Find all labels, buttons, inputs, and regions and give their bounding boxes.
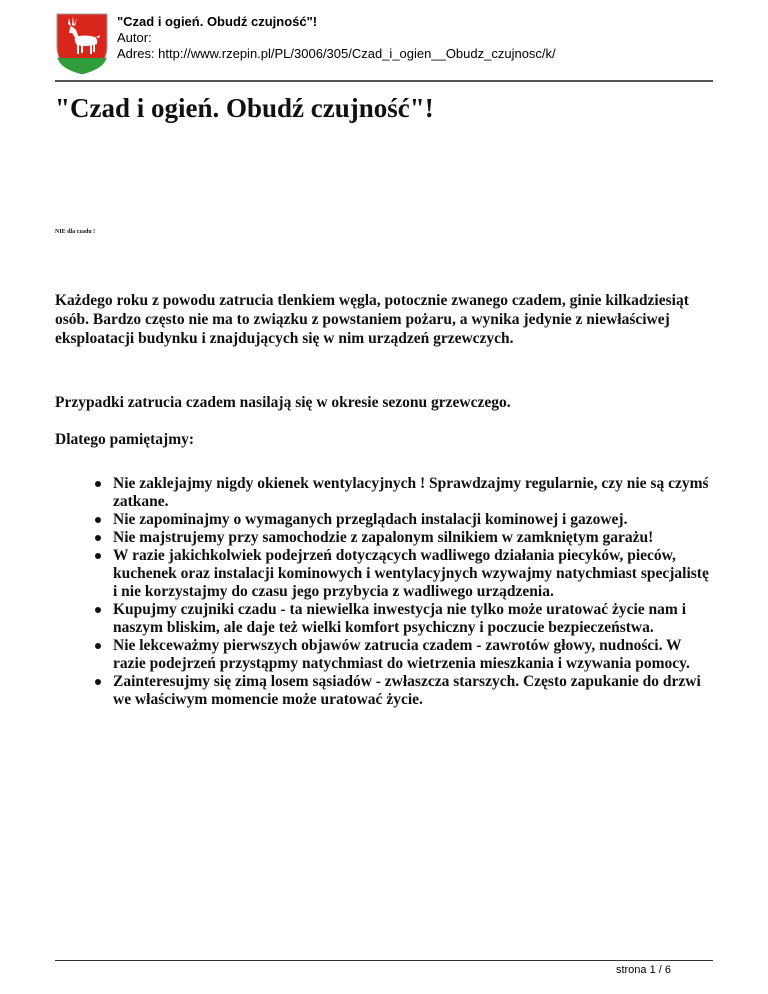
header-title: "Czad i ogień. Obudź czujność"! (117, 14, 318, 29)
image-caption: NIE dla czadu ! (55, 229, 96, 235)
footer-divider (55, 960, 713, 961)
header-author: Autor: (117, 30, 152, 45)
header-text (117, 14, 556, 62)
page-header (55, 12, 715, 80)
list-item: Nie majstrujemy przy samochodzie z zapalonym silnikiem w zamkniętym garażu! (93, 529, 715, 547)
reminder-heading: Dlatego pamiętajmy: (55, 431, 195, 448)
list-item: Nie zapominajmy o wymaganych przeglądach instalacji kominowej i gazowej. (93, 511, 715, 529)
list-item: Nie zaklejajmy nigdy okienek wentylacyjnych ! Sprawdzajmy regularnie, czy nie są czymś zatkane. (93, 475, 715, 511)
deer-coat-of-arms-icon (55, 12, 109, 76)
intro-paragraph: Każdego roku z powodu zatrucia tlenkiem węgla, potocznie zwanego czadem, ginie kilkadziesiąt osób. Bardzo często nie ma to związku z powstaniem pożaru, a wynika jedynie z niewłaściwej eksploatacji budynku i znajdujących się w nim urządzeń grzewczych. (55, 292, 689, 347)
page-number: strona 1 / 6 (615, 964, 671, 976)
header-divider (55, 80, 713, 82)
list-item: Kupujmy czujniki czadu - ta niewielka inwestycja nie tylko może uratować życie nam i naszym bliskim, ale daje też wielki komfort psychiczny i poczucie bezpieczeństwa. (93, 601, 715, 637)
list-item: Zainteresujmy się zimą losem sąsiadów - zwłaszcza starszych. Często zapukanie do drzwi we właściwym momencie może uratować życie. (93, 673, 715, 709)
season-note: Przypadki zatrucia czadem nasilają się w okresie sezonu grzewczego. (55, 394, 511, 411)
safety-tips-list (93, 475, 715, 709)
list-item: W razie jakichkolwiek podejrzeń dotyczących wadliwego działania piecyków, pieców, kuchenek oraz instalacji kominowych i wentylacyjnych wzywajmy natychmiast specjalistę i nie korzystajmy do czasu jego przybycia z wadliwego urządzenia. (93, 547, 715, 601)
page-title: "Czad i ogień. Obudź czujność"! (55, 93, 434, 123)
header-address: Adres: http://www.rzepin.pl/PL/3006/305/Czad_i_ogien__Obudz_czujnosc/k/ (117, 46, 556, 61)
list-item: Nie lekceważmy pierwszych objawów zatrucia czadem - zawrotów głowy, nudności. W razie podejrzeń przystąpmy natychmiast do wietrzenia mieszkania i wzywania pomocy. (93, 637, 715, 673)
